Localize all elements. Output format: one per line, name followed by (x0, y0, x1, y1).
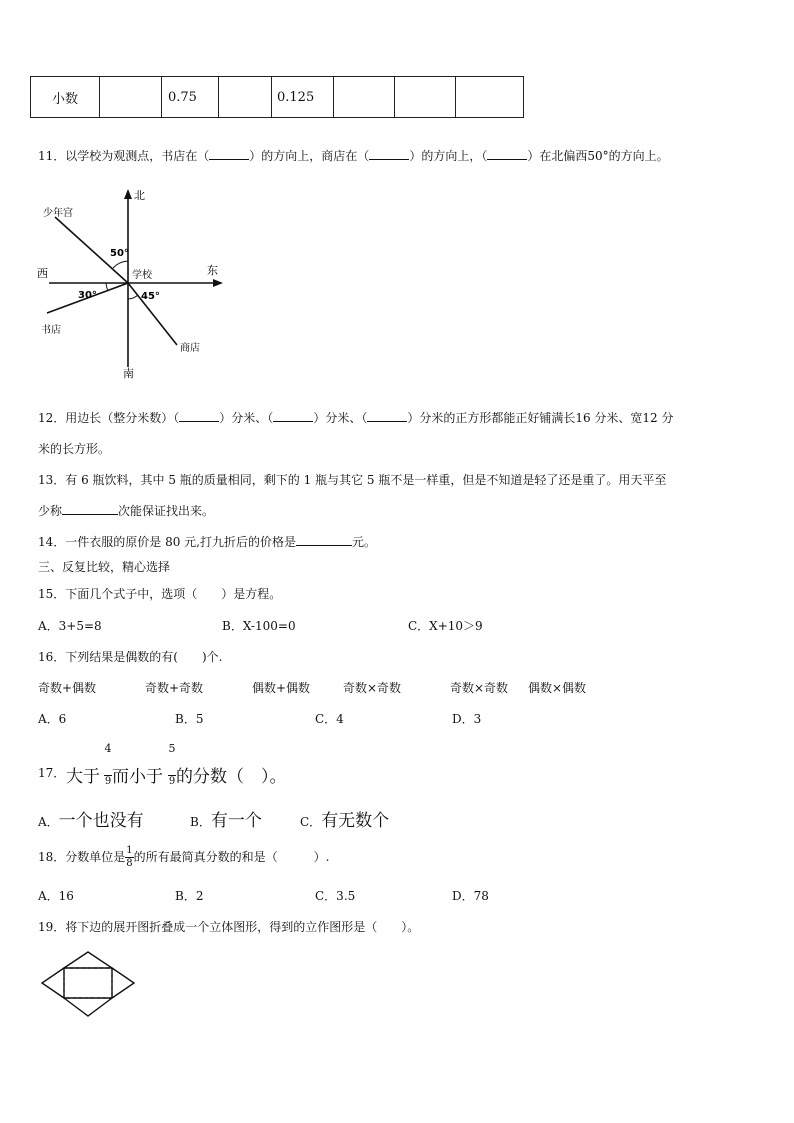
question-18 (38, 846, 330, 869)
fraction-1-8 (125, 846, 133, 869)
net-triangle-left (42, 968, 64, 998)
table-cell: 0.75 (162, 77, 219, 118)
expression-item: 偶数+偶数 (252, 681, 311, 695)
fraction-numerator: 5 (168, 742, 176, 755)
option-letter: B． (190, 815, 211, 829)
expression-item: 偶数×偶数 (528, 681, 587, 695)
answer-blank[interactable] (296, 533, 352, 546)
option-text: 有无数个 (321, 811, 390, 831)
fraction-denominator: 8 (126, 858, 133, 869)
fraction-numerator: 4 (104, 742, 112, 755)
option-a[interactable] (38, 806, 144, 831)
table-row (31, 77, 524, 118)
fraction-denominator: 9 (104, 776, 112, 787)
option-c[interactable]: C．4 (315, 712, 344, 726)
question-text: 的所有最简真分数的和是（ ）. (133, 850, 330, 864)
net-triangle-top (64, 952, 112, 968)
question-number: 15． (38, 587, 66, 601)
table-cell (456, 77, 524, 118)
answer-blank[interactable] (209, 147, 249, 160)
option-c[interactable]: C．X+10＞9 (408, 619, 483, 633)
question-text: ）的方向上，商店在（ (249, 149, 370, 163)
answer-blank[interactable] (62, 502, 118, 515)
north-arrow-icon (124, 189, 132, 199)
net-triangle-bottom (64, 998, 112, 1016)
question-14 (38, 533, 376, 550)
label-north: 北 (134, 189, 145, 202)
label-bookstore: 书店 (41, 325, 61, 336)
fraction-numerator: 1 (126, 845, 133, 856)
question-text: 大于 (66, 767, 100, 787)
expression-item: 奇数+奇数 (145, 681, 204, 695)
question-text: ）分米的正方形都能正好铺满长16 分米、宽12 分 (407, 411, 674, 425)
pyramid-net-figure (40, 950, 136, 1020)
answer-blank[interactable] (273, 409, 313, 422)
question-13 (38, 471, 666, 488)
question-text: 少称 (38, 504, 63, 518)
question-text: 下面几个式子中，选项（ ）是方程。 (65, 587, 282, 601)
question-number: 13． (38, 473, 66, 487)
question-number: 18． (38, 850, 66, 864)
question-text: 一件衣服的原价是 80 元,打九折后的价格是 (65, 535, 296, 549)
question-text: 下列结果是偶数的有( )个. (65, 650, 223, 664)
angle-arc-north (113, 261, 128, 268)
net-base-square (64, 968, 112, 998)
question-number: 14． (38, 535, 66, 549)
question-15 (38, 585, 281, 602)
label-school: 学校 (132, 270, 152, 281)
question-19 (38, 918, 419, 935)
question-text: 分数单位是 (65, 850, 126, 864)
question-17-text: 而小于 (112, 767, 163, 787)
section-heading: 三、反复比较，精心选择 (38, 560, 171, 574)
question-text: 次能保证找出来。 (118, 504, 215, 518)
question-text: ）分米、（ (313, 411, 368, 425)
east-arrow-icon (213, 279, 223, 287)
option-text: 有一个 (210, 811, 262, 831)
label-east: 东 (207, 264, 218, 277)
option-b[interactable]: B．5 (175, 712, 204, 726)
question-number: 17． (38, 766, 66, 780)
table-row-label: 小数 (31, 77, 100, 118)
option-d[interactable]: D．3 (452, 712, 482, 726)
table-cell: 0.125 (272, 77, 334, 118)
table-cell (334, 77, 395, 118)
angle-arc-west (106, 283, 108, 291)
option-b[interactable]: B．X-100=0 (222, 619, 296, 633)
question-text: ）分米、（ (219, 411, 274, 425)
table-cell (100, 77, 162, 118)
fraction-denominator: 9 (168, 776, 176, 787)
question-text: 用边长（整分米数）（ (65, 411, 180, 425)
question-number: 11． (38, 149, 66, 163)
label-shop: 商店 (180, 343, 200, 354)
option-a[interactable]: A．6 (38, 712, 67, 726)
option-a[interactable]: A．3+5=8 (38, 619, 102, 633)
answer-blank[interactable] (487, 147, 527, 160)
question-text: 将下边的展开图折叠成一个立体图形，得到的立作图形是（ ）。 (65, 920, 420, 934)
angle-arc-south (128, 295, 138, 299)
question-text: 有 6 瓶饮料，其中 5 瓶的质量相同，剩下的 1 瓶与其它 5 瓶不是一样重，但是不知道是轻了还是重了。用天平至 (65, 473, 667, 487)
question-number: 16． (38, 650, 66, 664)
question-13-line2 (38, 502, 214, 519)
answer-blank[interactable] (367, 409, 407, 422)
question-number: 19． (38, 920, 66, 934)
question-text: 元。 (352, 535, 377, 549)
question-text: ）的方向上，（ (409, 149, 488, 163)
question-16 (38, 648, 222, 665)
answer-blank[interactable] (179, 409, 219, 422)
option-text: 一个也没有 (58, 811, 144, 831)
label-palace: 少年宫 (43, 208, 73, 219)
angle-label-north: 50° (110, 248, 129, 259)
question-12 (38, 409, 674, 426)
label-west: 西 (37, 267, 48, 280)
option-d[interactable]: D．78 (452, 889, 489, 903)
expression-item: 奇数×奇数 (343, 681, 402, 695)
option-a[interactable]: A．16 (38, 889, 74, 903)
question-text: ）在北偏西50°的方向上。 (527, 149, 669, 163)
question-17 (38, 742, 66, 780)
option-b[interactable]: B．2 (175, 889, 204, 903)
option-b[interactable] (190, 806, 262, 831)
expression-item: 奇数×奇数 (450, 681, 509, 695)
option-letter: A． (38, 815, 59, 829)
question-number: 12． (38, 411, 66, 425)
net-triangle-right (112, 968, 134, 998)
angle-label-south: 45° (141, 291, 160, 302)
option-c[interactable] (300, 806, 389, 831)
label-south: 南 (123, 367, 134, 380)
table-cell (219, 77, 272, 118)
direction-diagram (35, 185, 235, 380)
option-c[interactable]: C．3.5 (315, 889, 356, 903)
question-11 (38, 147, 669, 164)
question-17-text (66, 762, 100, 787)
question-17-text: 的分数（ ）。 (176, 767, 287, 787)
answer-blank[interactable] (369, 147, 409, 160)
decimal-table (30, 76, 524, 118)
question-12-line2: 米的长方形。 (38, 442, 111, 456)
table-cell (395, 77, 456, 118)
angle-label-west: 30° (78, 290, 97, 301)
option-letter: C． (300, 815, 322, 829)
expression-item: 奇数+偶数 (38, 681, 97, 695)
question-text: 以学校为观测点，书店在（ (65, 149, 210, 163)
